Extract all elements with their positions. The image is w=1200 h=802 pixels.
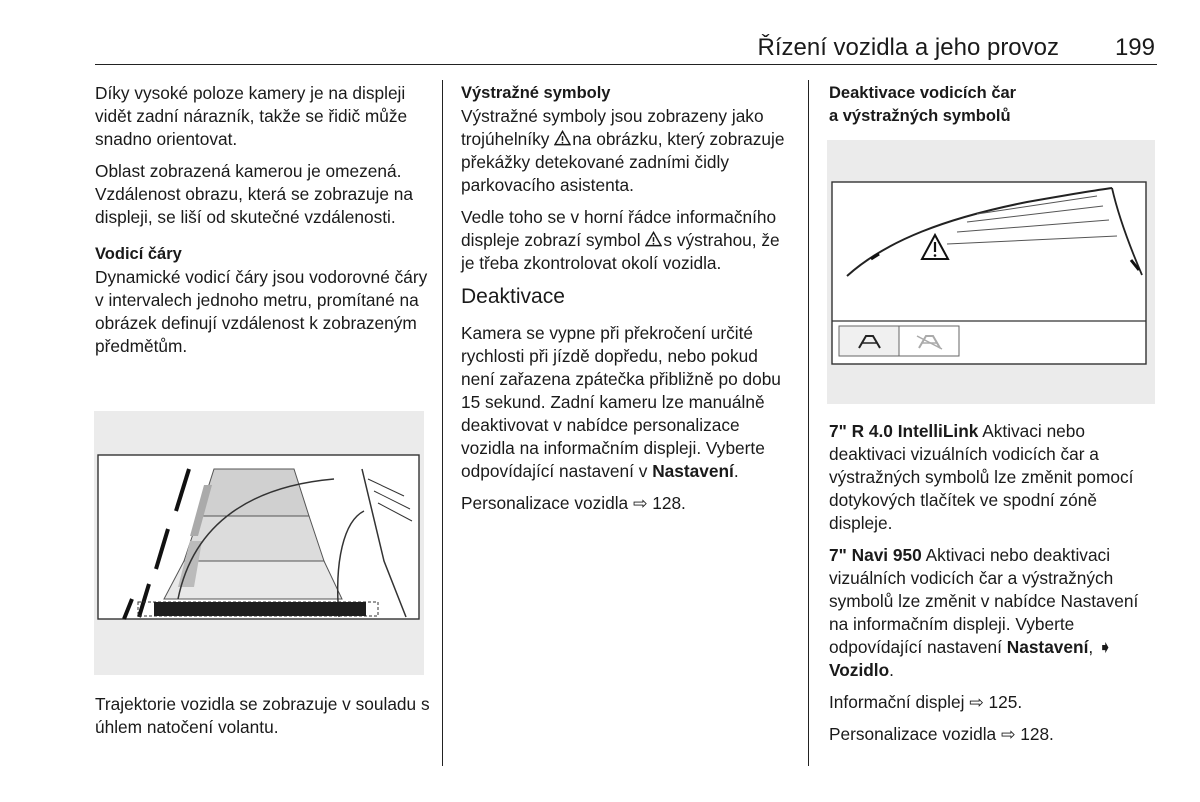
warning-display-illustration bbox=[827, 140, 1155, 404]
column-2 bbox=[461, 82, 794, 524]
figure-caption-block bbox=[95, 693, 430, 748]
paragraph-camera-deactivation: Kamera se vypne při překročení určité rychlosti při jízdě dopředu, nebo pokud není zařazena zpátečka přibližně po dobu 15 sekund. Zadní kameru lze manuálně deaktivovat v nabídce personalizace vozidla na informačním displeji. Vyberte odpovídající nastavení v Nastavení. bbox=[461, 323, 781, 481]
column-1 bbox=[95, 82, 430, 367]
column-3-body bbox=[829, 420, 1159, 755]
figure-warning-display bbox=[827, 140, 1155, 404]
figure-guide-lines bbox=[94, 411, 424, 675]
caption-trajectory: Trajektorie vozidla se zobrazuje v souladu s úhlem natočení volantu. bbox=[95, 694, 430, 737]
cross-reference-info-display: Informační displej ⇨ 125. bbox=[829, 692, 1023, 712]
settings-menu-label: Nastavení bbox=[1006, 637, 1089, 657]
paragraph-camera-area: Oblast zobrazená kamerou je omezená. Vzdálenost obrazu, která se zobrazuje na displeji, se liší od skutečné vzdálenosti. bbox=[95, 161, 413, 227]
paragraph-intellilink: 7" R 4.0 IntelliLink Aktivaci nebo deaktivaci vizuálních vodicích čar a výstražných symbolů lze změnit pomocí dotykových tlačítek ve spodní zóně displeje. bbox=[829, 421, 1134, 533]
column-divider-1 bbox=[442, 80, 443, 766]
intellilink-model-label: 7" R 4.0 IntelliLink bbox=[829, 421, 979, 441]
paragraph-warning-triangles: Výstražné symboly jsou zobrazeny jako trojúhelníky na obrázku, který zobrazuje překážky detekované zadními čidly parkovacího asistenta. bbox=[461, 106, 785, 195]
settings-menu-label: Nastavení bbox=[652, 461, 734, 481]
heading-deactivate-guides-line2: a výstražných symbolů bbox=[829, 107, 1011, 125]
heading-guide-lines: Vodicí čáry bbox=[95, 245, 182, 263]
page-header bbox=[95, 30, 1157, 65]
cross-reference-vehicle-personalization: Personalizace vozidla ⇨ 128. bbox=[829, 724, 1054, 744]
guide-lines-illustration bbox=[94, 411, 424, 675]
heading-deactivate-guides-line1: Deaktivace vodicích čar bbox=[829, 84, 1017, 102]
paragraph-navi-950: 7" Navi 950 Aktivaci nebo deaktivaci vizuálních vodicích čar a výstražných symbolů lze změnit v nabídce Nastavení na informačním displeji. Vyberte odpovídající nastavení Nastavení, ➧ Vozidlo. bbox=[829, 545, 1139, 680]
heading-warning-symbols: Výstražné symboly bbox=[461, 84, 611, 102]
chapter-title: Řízení vozidla a jeho provoz bbox=[757, 34, 1059, 61]
arrow-icon: ➧ bbox=[1098, 637, 1113, 657]
warning-triangle-icon bbox=[554, 130, 571, 146]
column-3 bbox=[829, 82, 1159, 128]
navi-950-model-label: 7" Navi 950 bbox=[829, 545, 922, 565]
paragraph-camera-position: Díky vysoké poloze kamery je na displeji vidět zadní nárazník, takže se řidič může snadno orientovat. bbox=[95, 83, 408, 149]
heading-deactivation: Deaktivace bbox=[461, 285, 565, 308]
cross-reference-vehicle-personalization: Personalizace vozidla ⇨ 128. bbox=[461, 493, 686, 513]
vehicle-menu-label: Vozidlo bbox=[829, 660, 890, 680]
paragraph-info-display-symbol: Vedle toho se v horní řádce informačního displeje zobrazí symbol s výstrahou, že je třeba zkontrolovat okolí vozidla. bbox=[461, 207, 780, 273]
page-number: 199 bbox=[1114, 34, 1155, 61]
column-divider-2 bbox=[808, 80, 809, 766]
warning-triangle-icon bbox=[645, 231, 662, 247]
paragraph-guide-lines: Dynamické vodicí čáry jsou vodorovné čáry v intervalech jednoho metru, promítané na obrázek definují vzdálenost k zobrazeným předmětům. bbox=[95, 267, 428, 356]
